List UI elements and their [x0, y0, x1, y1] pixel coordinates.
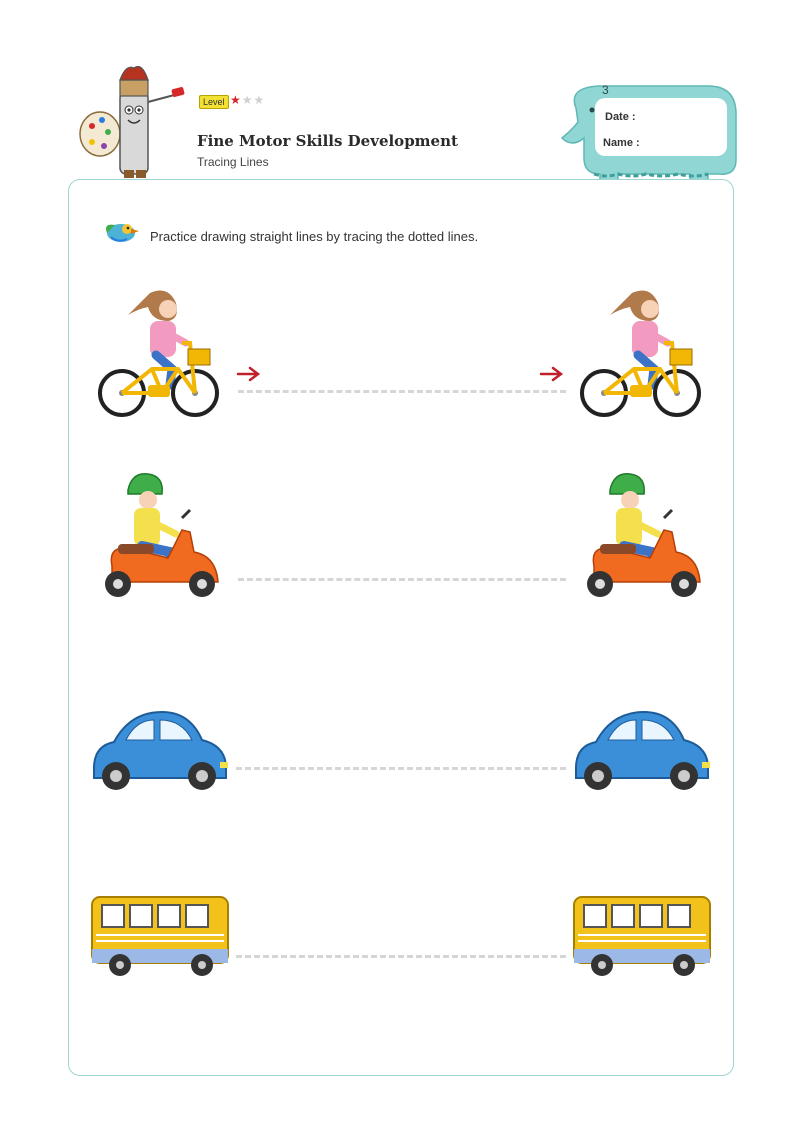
star-empty-icon: ★: [253, 93, 266, 107]
name-field[interactable]: [645, 134, 720, 150]
date-label: Date :: [605, 111, 636, 123]
star-filled-icon: ★: [230, 93, 242, 107]
blue-car-right-icon: [572, 708, 712, 793]
difficulty-stars: [230, 93, 265, 107]
svg-text:3: 3: [602, 83, 609, 97]
bicycle-girl-right-icon: [580, 285, 705, 420]
tracing-line-2[interactable]: [238, 578, 566, 581]
level-badge: Level: [199, 95, 229, 109]
blue-car-left-icon: [90, 708, 230, 793]
parrot-icon: [103, 219, 143, 245]
date-field[interactable]: [645, 108, 720, 124]
end-arrow-icon: [539, 366, 565, 382]
elephant-name-tag: [558, 78, 743, 182]
name-label: Name :: [603, 137, 640, 149]
scooter-rider-right-icon: [580, 470, 705, 605]
tracing-line-3[interactable]: [236, 767, 566, 770]
tracing-line-1[interactable]: [238, 390, 566, 393]
page-title: Fine Motor Skills Development: [197, 132, 458, 150]
star-empty-icon: ★: [241, 93, 254, 107]
yellow-bus-left-icon: [88, 893, 233, 978]
page-subtitle: Tracing Lines: [197, 155, 269, 169]
instruction-text: Practice drawing straight lines by tracing the dotted lines.: [150, 229, 479, 244]
scooter-rider-left-icon: [98, 470, 223, 605]
tracing-line-4[interactable]: [236, 955, 566, 958]
paintbrush-mascot-icon: [78, 62, 188, 182]
yellow-bus-right-icon: [570, 893, 715, 978]
bicycle-girl-left-icon: [98, 285, 223, 420]
start-arrow-icon: [236, 366, 262, 382]
